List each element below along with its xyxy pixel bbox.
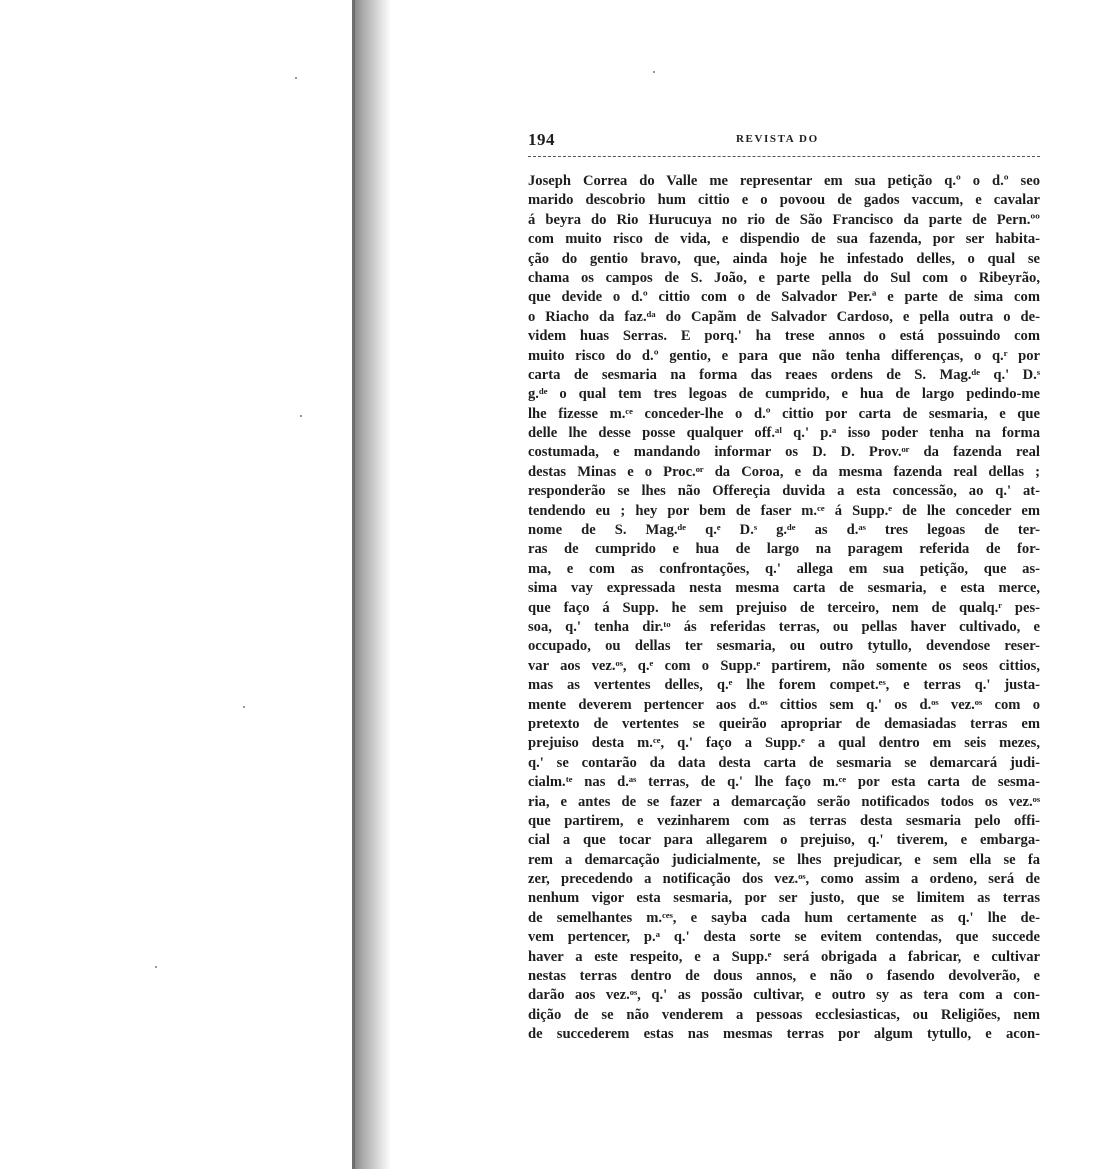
text-line: g.ᵈᵉ o qual tem tres legoas de cumprido, e hua de largo pedindo-me: [528, 386, 1040, 403]
text-line: muito risco do d.º gentio, e para que não tenha differenças, o q.ʳ por: [528, 347, 1040, 364]
dust-speck: [155, 966, 157, 968]
text-line: mas as vertentes delles, q.ᵉ lhe forem compet.ᵉˢ, e terras q.' justa-: [528, 677, 1040, 694]
text-line: nestas terras dentro de dous annos, e não o fasendo devolverão, e: [528, 968, 1040, 985]
text-line: rem a demarcação judicialmente, se lhes prejudicar, e sem ella se fa: [528, 851, 1040, 868]
book-gutter-shadow: [355, 0, 391, 1169]
text-line: ria, e antes de se fazer a demarcação serão notificados todos os vez.ᵒˢ: [528, 793, 1040, 810]
header-rule: [528, 156, 1040, 157]
text-line: destas Minas e o Proc.ᵒʳ da Coroa, e da mesma fazenda real dellas ;: [528, 463, 1040, 480]
text-line: responderão se lhes não Offereçia duvida a esta concessão, ao q.' at-: [528, 483, 1040, 500]
text-line: nenhum vigor esta sesmaria, por ser justo, que se limitem as terras: [528, 890, 1040, 907]
text-line: delle lhe desse posse qualquer off.ᵃˡ q.' p.ᵃ isso poder tenha na forma: [528, 425, 1040, 442]
text-line: occupado, ou dellas ter sesmaria, ou outro tytullo, devendose reser-: [528, 638, 1040, 655]
text-line: pretexto de vertentes se queirão apropriar de demasiadas terras em: [528, 715, 1040, 732]
text-line: que partirem, e vezinharem com as terras desta sesmaria pelo offi-: [528, 812, 1040, 829]
text-line: dição de se não venderem a pessoas ecclesiasticas, ou Religiões, nem: [528, 1006, 1040, 1023]
text-line: cial a que tocar para allegarem o prejuiso, q.' tiverem, e embarga-: [528, 832, 1040, 849]
text-line: q.' se contarão da data desta carta de sesmaria se demarcará judi-: [528, 754, 1040, 771]
page-number: 194: [528, 130, 555, 149]
text-line: de succederem estas nas mesmas terras por algum tytullo, e acon-: [528, 1026, 1040, 1043]
body-text: [528, 172, 1040, 1045]
text-line: Joseph Correa do Valle me representar em sua petição q.º o d.º seo: [528, 173, 1040, 189]
text-line: chama os campos de S. João, e parte pella do Sul com o Ribeyrão,: [528, 269, 1040, 286]
dust-speck: [243, 706, 245, 708]
text-line: que faço á Supp. he sem prejuiso de terceiro, nem de qualq.ʳ pes-: [528, 599, 1040, 616]
text-line: com muito risco de vida, e dispendio de sua fazenda, por ser habita-: [528, 231, 1040, 248]
text-line: prejuiso desta m.ᶜᵉ, q.' faço a Supp.ᵉ a qual dentro em seis mezes,: [528, 735, 1040, 752]
text-line: mente deverem pertencer aos d.ᵒˢ cittios sem q.' os d.ᵒˢ vez.ᵒˢ com o: [528, 696, 1040, 713]
text-line: que devide o d.º cittio com o de Salvador Per.ª e parte de sima com: [528, 289, 1040, 306]
dust-speck: [300, 415, 302, 417]
text-line: vem pertencer, p.ᵃ q.' desta sorte se evitem contendas, que succede: [528, 929, 1040, 946]
dust-speck: [295, 77, 297, 79]
text-line: zer, precedendo a notificação dos vez.ᵒˢ, como assim a ordeno, será de: [528, 871, 1040, 888]
text-line: cialm.ᵗᵉ nas d.ᵃˢ terras, de q.' lhe faço m.ᶜᵉ por esta carta de sesma-: [528, 774, 1040, 791]
text-line: marido descobrio hum cittio e o povoou de gados vaccum, e cavalar: [528, 192, 1040, 209]
text-line: ras de cumprido e hua de largo na paragem referida de for-: [528, 541, 1040, 558]
text-line: soa, q.' tenha dir.ᵗᵒ ás referidas terras, ou pellas haver cultivado, e: [528, 618, 1040, 635]
text-line: videm huas Serras. E porq.' ha trese annos o está possuindo com: [528, 328, 1040, 345]
text-line: costumada, e mandando informar os D. D. Prov.ᵒʳ da fazenda real: [528, 444, 1040, 461]
text-line: carta de sesmaria na forma das reaes ordens de S. Mag.ᵈᵉ q.' D.ˢ: [528, 366, 1040, 383]
text-line: o Riacho da faz.ᵈᵃ do Capãm de Salvador Cardoso, e pella outra o de-: [528, 308, 1040, 325]
text-line: sima vay expressada nesta mesma carta de sesmaria, e esta merce,: [528, 580, 1040, 597]
text-line: tendendo eu ; hey por bem de faser m.ᶜᵉ á Supp.ᵉ de lhe conceder em: [528, 502, 1040, 519]
text-line: haver a este respeito, e a Supp.ᵉ será obrigada a fabricar, e cultivar: [528, 948, 1040, 965]
dust-speck: [653, 71, 655, 73]
text-line: lhe fizesse m.ᶜᵉ conceder-lhe o d.º cittio por carta de sesmaria, e que: [528, 405, 1040, 422]
text-line: ma, e com as confrontações, q.' allega em sua petição, que as-: [528, 560, 1040, 577]
text-line: ção do gentio bravo, que, ainda hoje he infestado delles, o qual se: [528, 250, 1040, 267]
page-header: [528, 130, 1040, 152]
text-line: á beyra do Rio Hurucuya no rio de São Francisco da parte de Pern.ºº: [528, 211, 1040, 228]
text-line: var aos vez.ᵒˢ, q.ᵉ com o Supp.ᵉ partirem, não somente os seos cittios,: [528, 657, 1040, 674]
text-line: darão aos vez.ᵒˢ, q.' as possão cultivar, e outro sy as tera com a con-: [528, 987, 1040, 1004]
text-line: de semelhantes m.ᶜᵉˢ, e sayba cada hum certamente as q.' lhe de-: [528, 909, 1040, 926]
running-head: REVISTA DO: [736, 133, 819, 145]
text-line: nome de S. Mag.ᵈᵉ q.ᵉ D.ˢ g.ᵈᵉ as d.ᵃˢ tres legoas de ter-: [528, 522, 1040, 539]
